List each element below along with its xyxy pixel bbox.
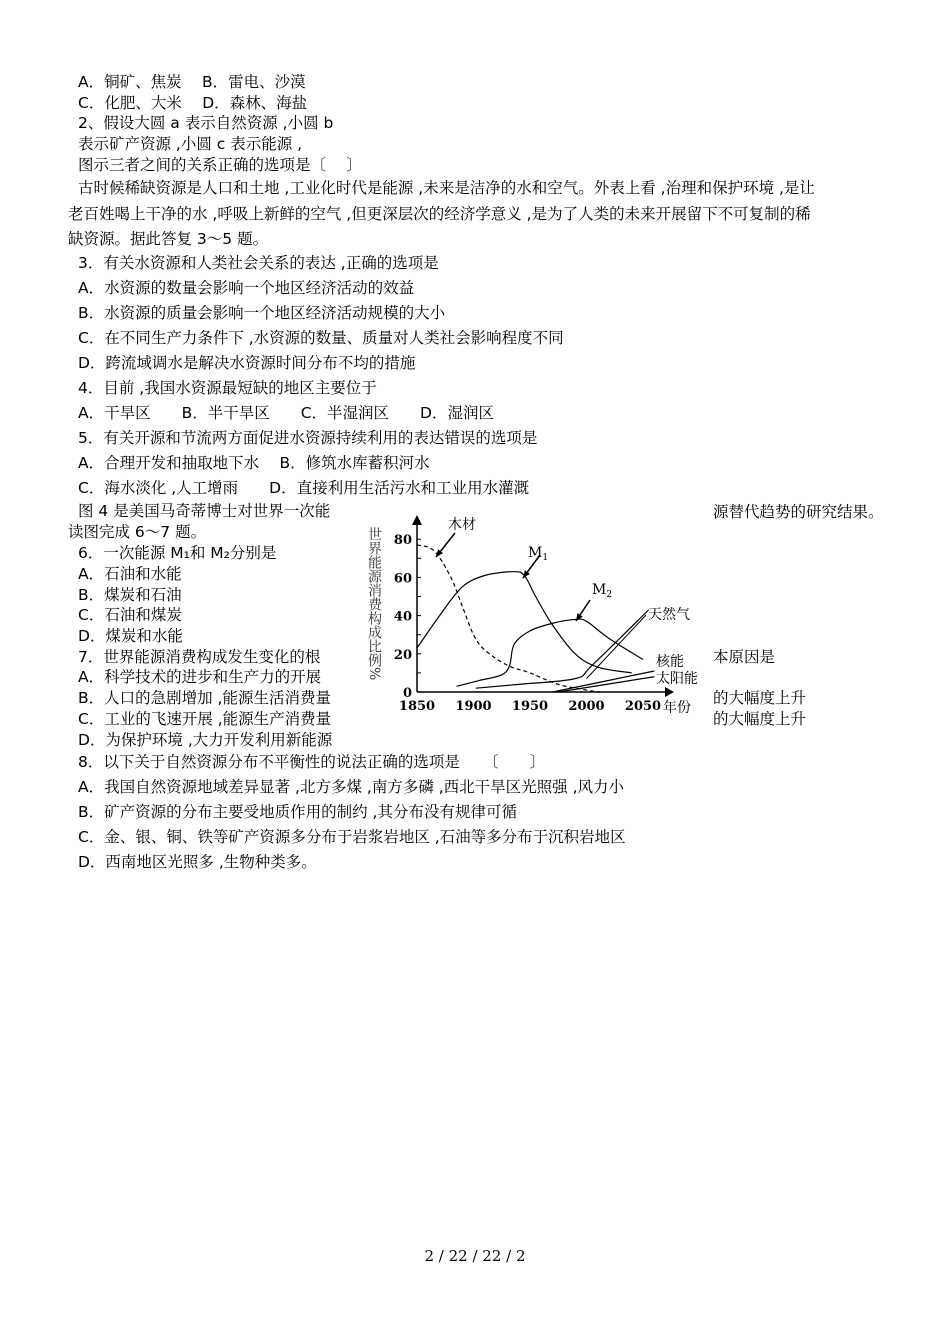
x-tick-label: 2000	[568, 699, 605, 714]
x-tick-label: 2050	[624, 699, 662, 714]
text-line: A．合理开发和抽取地下水 B．修筑水库蓄积河水	[78, 454, 430, 472]
nuclear-label: 核能	[656, 654, 684, 670]
text-line: 图 4 是美国马奇蒂博士对世界一次能	[78, 502, 331, 520]
text-line: B．水资源的质量会影响一个地区经济活动规模的大小	[78, 304, 446, 322]
y-tick-label: 20	[393, 647, 412, 663]
text-line: A．石油和水能	[78, 565, 182, 583]
text-line: A．科学技术的进步和生产力的开展	[78, 668, 322, 686]
y-tick-label: 80	[393, 533, 412, 549]
series-line-木材	[417, 545, 600, 692]
text-line: 7．世界能源消费构成发生变化的根	[78, 648, 321, 666]
x-tick-label: 1850	[398, 699, 436, 714]
text-line-right: 源替代趋势的研究结果。	[713, 503, 884, 521]
series-line-核能	[553, 671, 655, 692]
m1-label: $M_1$	[528, 545, 549, 563]
text-line: D．为保护环境 ,大力开发利用新能源	[78, 731, 333, 749]
text-line-right: 的大幅度上升	[713, 689, 807, 707]
text-line: B．人口的急剧增加 ,能源生活消费量	[78, 689, 331, 707]
text-line: 老百姓喝上干净的水 ,呼吸上新鲜的空气 ,但更深层次的经济学意义 ,是为了人类的未来开展留下不可复制的稀	[68, 205, 811, 223]
text-line-right: 本原因是	[713, 648, 776, 666]
natural-gas-label: 天然气	[648, 607, 690, 623]
y-axis-arrow	[412, 515, 422, 525]
text-line: B．矿产资源的分布主要受地质作用的制约 ,其分布没有规律可循	[78, 803, 517, 821]
text-line: C．金、银、铜、铁等矿产资源多分布于岩浆岩地区 ,石油等多分布于沉积岩地区	[78, 828, 626, 846]
x-axis-label: 年份	[663, 700, 691, 716]
text-line: D．煤炭和水能	[78, 627, 183, 645]
x-axis-arrow	[665, 687, 674, 697]
text-line: A．水资源的数量会影响一个地区经济活动的效益	[78, 279, 415, 297]
arrow-head	[523, 570, 530, 578]
text-line: A．干旱区 B．半干旱区 C．半湿润区 D．湿润区	[78, 404, 494, 422]
arrow-head	[576, 613, 583, 621]
text-line: A．我国自然资源地域差异显著 ,北方多煤 ,南方多磷 ,西北干旱区光照强 ,风力小	[78, 778, 625, 796]
text-line: D．西南地区光照多 ,生物种类多。	[78, 853, 317, 871]
energy-consumption-chart	[360, 505, 710, 730]
text-line-right: 的大幅度上升	[713, 710, 807, 728]
text-line: 图示三者之间的关系正确的选项是〔 〕	[78, 156, 362, 174]
text-line: C．海水淡化 ,人工增雨 D．直接利用生活污水和工业用水灌溉	[78, 479, 530, 497]
text-line: C．工业的飞速开展 ,能源生产消费量	[78, 710, 332, 728]
text-line: 8．以下关于自然资源分布不平衡性的说法正确的选项是 〔 〕	[78, 753, 546, 771]
text-line: 6．一次能源 M₁和 M₂分别是	[78, 544, 277, 562]
y-axis-label: 世界能源消费构成比例%	[366, 527, 382, 681]
solar-label: 太阳能	[656, 671, 698, 687]
text-line: A．铜矿、焦炭 B．雷电、沙漠	[78, 73, 306, 91]
text-line: 5．有关开源和节流两方面促进水资源持续利用的表达错误的选项是	[78, 429, 538, 447]
y-tick-label: 60	[393, 571, 412, 587]
x-tick-label: 1900	[455, 699, 492, 714]
text-line: D．跨流域调水是解决水资源时间分布不均的措施	[78, 354, 416, 372]
text-line: 读图完成 6～7 题。	[68, 523, 207, 541]
text-line: 缺资源。据此答复 3～5 题。	[68, 230, 269, 248]
page-number: 2 / 22 / 22 / 2	[424, 1247, 526, 1265]
y-tick-label: 0	[402, 686, 412, 701]
text-line: C．化肥、大米 D．森林、海盐	[78, 94, 308, 112]
text-line: 2、假设大圆 a 表示自然资源 ,小圆 b	[78, 114, 334, 132]
text-line: 4．目前 ,我国水资源最短缺的地区主要位于	[78, 379, 377, 397]
x-tick-label: 1950	[511, 699, 549, 714]
series-line-m2	[457, 619, 643, 686]
wood-label: 木材	[448, 517, 476, 533]
y-tick-label: 40	[393, 609, 412, 625]
text-line: 3．有关水资源和人类社会关系的表达 ,正确的选项是	[78, 254, 439, 272]
text-line: B．煤炭和石油	[78, 586, 182, 604]
text-line: C．在不同生产力条件下 ,水资源的数量、质量对人类社会影响程度不同	[78, 329, 564, 347]
text-line: C．石油和煤炭	[78, 606, 182, 624]
natural-gas-leader	[587, 615, 647, 679]
text-line: 表示矿产资源 ,小圆 c 表示能源 ,	[78, 135, 303, 153]
text-line: 古时候稀缺资源是人口和土地 ,工业化时代是能源 ,未来是洁净的水和空气。外表上看 ,治理和保护环境 ,是让	[78, 179, 815, 197]
m2-label: $M_2$	[592, 582, 613, 600]
